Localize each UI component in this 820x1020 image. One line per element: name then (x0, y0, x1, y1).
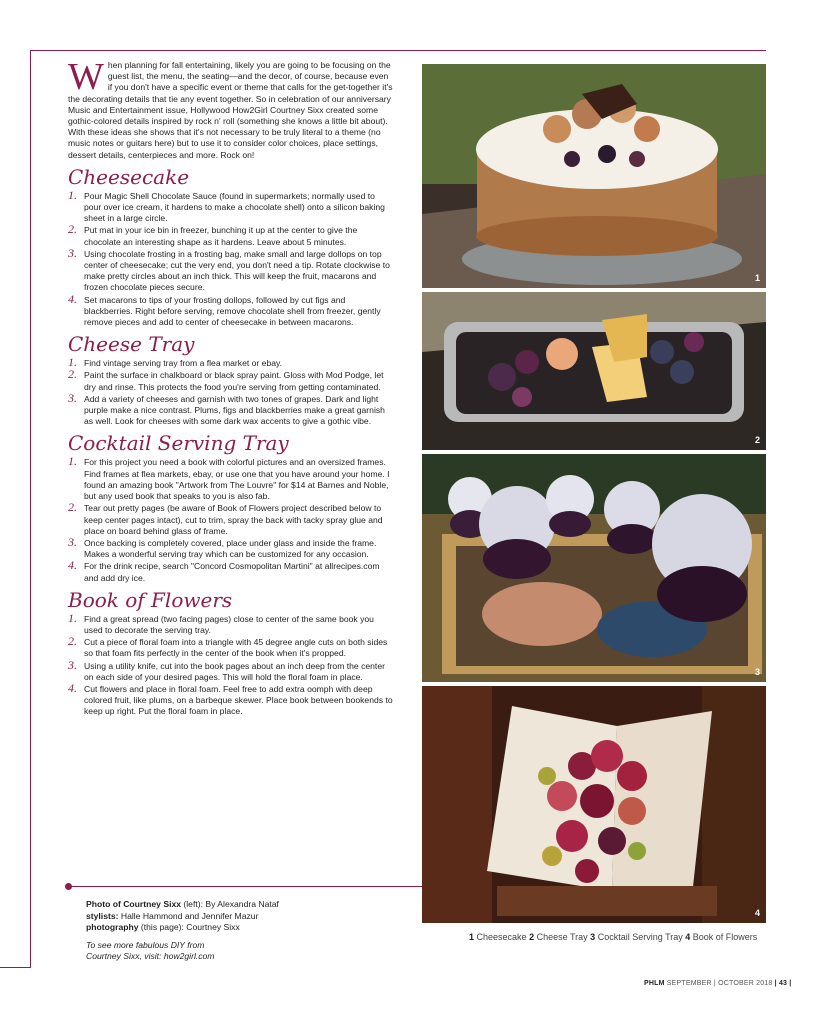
section-title-cocktail-tray: Cocktail Serving Tray (68, 431, 289, 456)
intro-paragraph (68, 56, 394, 161)
step-number: 1. (68, 610, 77, 625)
step-number: 1. (68, 355, 77, 370)
section-title-cheese-tray: Cheese Tray (68, 332, 195, 357)
steps-cheesecake (68, 187, 394, 328)
step-item: 2. Cut a piece of floral foam into a triangle with 45 degree angle cuts on both sides so that foam fits perfectly in the center of the book when it's propped. (68, 634, 388, 659)
step-number: 2. (68, 367, 77, 382)
step-item: 3. Once backing is completely covered, place under glass and inside the frame. Makes a wonderful serving tray which can be customized for any occasion. (68, 534, 377, 560)
website-note: To see more fabulous DIY from Courtney Sixx, visit: how2girl.com (86, 939, 215, 961)
step-item: 2. Put mat in your ice bin in freezer, bunching it up at the center to give the chocolate an interesting shape as it hardens. Leave about 5 minutes. (68, 222, 358, 247)
page-number: | 43 | (774, 980, 792, 987)
article-text-column (68, 56, 394, 719)
step-number: 3. (68, 245, 77, 260)
step-number: 3. (68, 390, 77, 405)
step-item: 1. Find a great spread (two facing pages) close to center of the same book you used to decorate the serving tray. (68, 610, 374, 635)
photo-captions: 1 Cheesecake 2 Cheese Tray 3 Cocktail Serving Tray 4 Book of Flowers (469, 932, 758, 942)
photo-book-of-flowers (422, 686, 766, 923)
step-item: 3. Using chocolate frosting in a frosting bag, make small and large dollops on top center of cheesecake; cut the very end, you don't need a tip. Rotate clockwise to make pretty circles about an inch thick. This will keep the fruit, macarons and frozen chocolate pieces secure. (68, 245, 390, 293)
step-item: 4. Set macarons to tips of your frosting dollops, followed by cut figs and blackberries. Right before serving, remove chocolate shell from freezer, gently remove pieces and add to center of cheesecake in between macarons. (68, 291, 381, 328)
step-item: 2. Tear out pretty pages (be aware of Book of Flowers project described below to keep center pages intact), cut to trim, spray the back with tacky spray glue and place on board behind glass of frame. (68, 500, 383, 536)
photo-number: 1 (754, 273, 760, 283)
step-item: 3. Add a variety of cheeses and garnish with two tones of grapes. Dark and light purple make a nice contrast. Plums, figs and blackberries make a great garnish as well. Look for cheeses with some dark wax accents to give a gothic vibe. (68, 390, 385, 427)
photo-cocktail-tray (422, 454, 766, 682)
photo-cheesecake (422, 64, 766, 288)
page-footer (644, 980, 791, 987)
steps-cocktail-tray (68, 454, 394, 583)
step-number: 4. (68, 680, 77, 695)
frame-rule-dot (65, 883, 72, 890)
step-number: 2. (68, 222, 77, 237)
step-number: 4. (68, 291, 77, 306)
step-item: 3. Using a utility knife, cut into the book pages about an inch deep from the center on each side of your desired pages. This will hold the floral foam in place. (68, 657, 385, 682)
step-number: 2. (68, 500, 77, 515)
frame-rule-left (30, 50, 31, 967)
step-item: 2. Paint the surface in chalkboard or black spray paint. Gloss with Mod Podge, let dry and rinse. This protects the food you're serving from getting contaminated. (68, 367, 384, 392)
photo-number: 4 (754, 908, 760, 918)
steps-cheese-tray (68, 355, 394, 427)
step-item: 1. For this project you need a book with colorful pictures and an oversized frames. Find frames at flea markets, ebay, or use one that you have around your home. I found an amazing book "Artwork from The Louvre" for $14 at Barnes and Noble, but any used book that speaks to you is also fab. (68, 454, 390, 502)
step-item: 1. Pour Magic Shell Chocolate Sauce (found in supermarkets; normally used to pour over ice cream, it hardens to make a chocolate shell) onto a silicon baking sheet in a large circle. (68, 187, 385, 224)
step-item: 1. Find vintage serving tray from a flea market or ebay. (68, 355, 283, 370)
section-title-cheesecake: Cheesecake (68, 164, 190, 189)
steps-book-of-flowers (68, 610, 394, 718)
step-item: 4. Cut flowers and place in floral foam. Feel free to add extra oomph with deep colored fruit, like plums, on a barbeque skewer. Place book between bookends to keep up right. Put the floral foam in place. (68, 680, 393, 717)
step-number: 3. (68, 534, 77, 549)
drop-cap: W (68, 56, 104, 98)
issue-date: SEPTEMBER | OCTOBER 2018 (666, 980, 773, 987)
magazine-name: PHLM (644, 980, 665, 987)
step-item: 4. For the drink recipe, search "Concord Cosmopolitan Martini" at allrecipes.com and add dry ice. (68, 558, 380, 583)
frame-rule-corner (0, 967, 31, 968)
photo-cheese-tray (422, 292, 766, 450)
step-number: 1. (68, 454, 77, 469)
intro-text: hen planning for fall entertaining, likely you are going to be focusing on the guest list, the menu, the seating—and the decor, of course, because even if you don't have a specific event or theme that calls for the get-together it's the decorating details that tie any event together. So in celebration of our anniversary Music and Entertainment issue, Hollywood How2Girl Courtney Sixx created some gothic-colored details inspired by rock n' roll (something she knows a little bit about). With these ideas she shows that it's not necessary to be truly literal to a theme (no music notes or guitars here) but to use it to consider color choices, place settings, dessert details, centerpieces and more. Rock on! (68, 60, 393, 160)
step-number: 1. (68, 187, 77, 202)
photo-credits: Photo of Courtney Sixx (left): By Alexandra Nataf stylists: Halle Hammond and Jennifer Mazur photography (this page): Courtney Sixx To see more fabulous DIY from Courtney Sixx, visit: how2girl.com (86, 899, 386, 963)
step-number: 3. (68, 657, 77, 672)
step-number: 4. (68, 558, 77, 573)
photo-number: 2 (754, 435, 760, 445)
section-title-book-of-flowers: Book of Flowers (68, 587, 233, 612)
frame-rule-top (30, 50, 766, 51)
photo-number: 3 (754, 667, 760, 677)
step-number: 2. (68, 634, 77, 649)
